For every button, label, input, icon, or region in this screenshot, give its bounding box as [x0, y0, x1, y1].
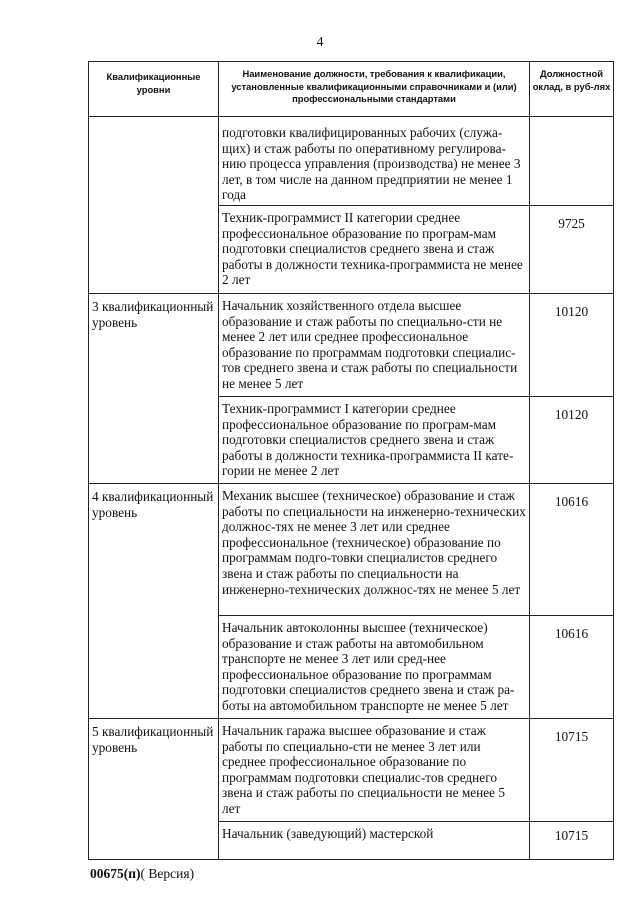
level-cell: 5 квалификационный уровень	[89, 719, 219, 860]
header-position-requirements: Наименование должности, требования к квалификации, установленные квалификационными справочниками и (или) профессиональными стандартами	[219, 62, 530, 117]
salary-cell: 10616	[530, 616, 614, 719]
position-cell: подготовки квалифицированных рабочих (служа-щих) и стаж работы по оперативному регулирова-нию процесса управления (производства) не менее 3 лет, в том числе на данном предприятии не менее 1 года	[219, 117, 530, 206]
position-cell: Механик высшее (техническое) образование и стаж работы по специальности на инженерно-технических должнос-тях не менее 3 лет или среднее профессиональное (техническое) образование по программам подго-товки специалистов среднего звена и стаж работы по специальности на инженерно-технических должнос-тях не менее 5 лет	[219, 484, 530, 616]
salary-cell: 10120	[530, 397, 614, 484]
salary-cell: 10616	[530, 484, 614, 616]
salary-cell: 10715	[530, 822, 614, 860]
position-cell: Техник-программист II категории среднее профессиональное образование по програм-мам подготовки специалистов среднего звена и стаж работы в должности техника-программиста не менее 2 лет	[219, 206, 530, 294]
position-cell: Начальник хозяйственного отдела высшее образование и стаж работы по специально-сти не менее 2 лет или среднее профессиональное образование по программам подготовки специалис-тов среднего звена и стаж работы по специальности не менее 5 лет	[219, 294, 530, 397]
table-row	[89, 117, 614, 206]
qualification-table	[88, 61, 614, 860]
document-footer	[90, 866, 194, 882]
table-header-row	[89, 62, 614, 117]
position-cell: Начальник (заведующий) мастерской	[219, 822, 530, 860]
header-salary: Должностной оклад, в руб-лях	[530, 62, 614, 117]
level-cell	[89, 117, 219, 294]
level-cell: 3 квалификационный уровень	[89, 294, 219, 484]
salary-cell: 10715	[530, 719, 614, 822]
level-cell: 4 квалификационный уровень	[89, 484, 219, 719]
footer-version: ( Версия)	[140, 866, 195, 881]
position-cell: Начальник гаража высшее образование и стаж работы по специально-сти не менее 3 лет или среднее профессиональное образование по программам подготовки специалис-тов среднего звена и стаж работы по специальности не менее 5 лет	[219, 719, 530, 822]
position-cell: Начальник автоколонны высшее (техническое) образование и стаж работы на автомобильном транспорте не менее 3 лет или сред-нее профессиональное образование по программам подготовки специалистов среднего звена и стаж ра-боты на автомобильном транспорте не менее 5 лет	[219, 616, 530, 719]
header-qualification-levels: Квалификационные уровни	[89, 62, 219, 117]
table-row	[89, 294, 614, 397]
salary-cell: 10120	[530, 294, 614, 397]
salary-cell	[530, 117, 614, 206]
salary-cell: 9725	[530, 206, 614, 294]
page-number: 4	[316, 35, 324, 50]
table-row	[89, 484, 614, 616]
table-row	[89, 719, 614, 822]
footer-code: 00675(п)	[90, 866, 141, 881]
position-cell: Техник-программист I категории среднее профессиональное образование по програм-мам подготовки специалистов среднего звена и стаж работы в должности техника-программиста II кате-гории не менее 2 лет	[219, 397, 530, 484]
